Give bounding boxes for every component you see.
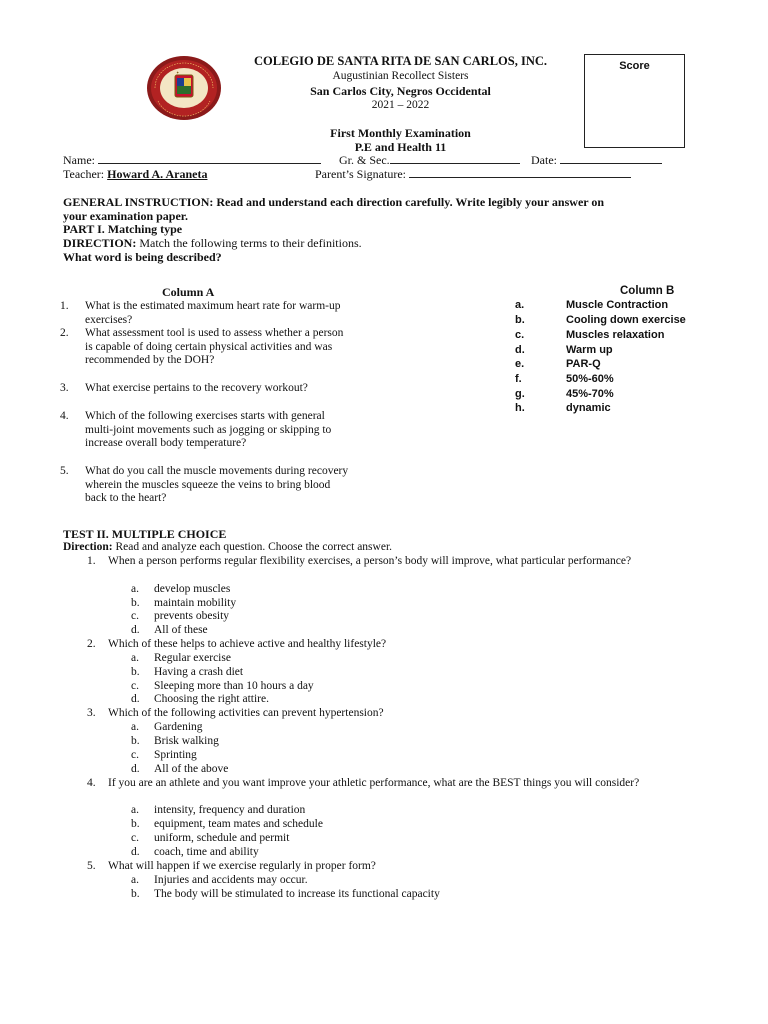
mcq-option: b. Having a crash diet bbox=[131, 666, 244, 678]
test2-direction-label: Direction: bbox=[63, 541, 113, 553]
part1-direction bbox=[63, 236, 362, 251]
grade-field bbox=[339, 153, 520, 168]
teacher-label: Teacher: bbox=[63, 167, 105, 181]
general-instruction: GENERAL INSTRUCTION: Read and understand each direction carefully. Write legibly your answer on bbox=[63, 195, 605, 209]
part1-prompt: What word is being described? bbox=[63, 250, 222, 264]
mcq-option: c. Sleeping more than 10 hours a day bbox=[131, 680, 314, 692]
teacher-name: Howard A. Araneta bbox=[107, 167, 208, 181]
mcq-option: a. Injuries and accidents may occur. bbox=[131, 874, 308, 886]
mcq-option: d. Choosing the right attire. bbox=[131, 693, 269, 705]
parent-signature-blank[interactable] bbox=[409, 167, 631, 178]
school-seal-logo bbox=[146, 55, 222, 121]
column-b-item: b. Cooling down exercise bbox=[515, 314, 686, 326]
test2-direction bbox=[63, 541, 392, 553]
name-blank[interactable] bbox=[98, 153, 321, 164]
mcq-option: a. intensity, frequency and duration bbox=[131, 804, 306, 816]
column-b-item: f. 50%-60% bbox=[515, 373, 614, 385]
mcq-option: b. equipment, team mates and schedule bbox=[131, 818, 323, 830]
mcq-option: c. uniform, schedule and permit bbox=[131, 832, 290, 844]
column-b-item: e. PAR-Q bbox=[515, 358, 601, 370]
exam-title: First Monthly Examination bbox=[330, 126, 471, 140]
teacher-field bbox=[63, 167, 231, 182]
grade-label: Gr. & Sec. bbox=[339, 153, 390, 167]
date-label: Date: bbox=[531, 153, 557, 167]
mcq-option: c. prevents obesity bbox=[131, 610, 230, 622]
score-box[interactable] bbox=[584, 54, 685, 148]
school-year: 2021 – 2022 bbox=[371, 99, 430, 111]
score-label: Score bbox=[619, 60, 650, 72]
column-b-title: Column B bbox=[620, 285, 675, 297]
general-instruction-cont: your examination paper. bbox=[63, 209, 189, 223]
date-field bbox=[531, 153, 662, 168]
grade-blank[interactable] bbox=[390, 153, 520, 164]
school-location: San Carlos City, Negros Occidental bbox=[310, 84, 491, 98]
exam-subject: P.E and Health 11 bbox=[354, 140, 447, 154]
column-b-item: g. 45%-70% bbox=[515, 388, 614, 400]
mcq-option: a. Regular exercise bbox=[131, 652, 231, 664]
part1-title: PART I. Matching type bbox=[63, 222, 183, 236]
name-label: Name: bbox=[63, 153, 95, 167]
mcq-option: d. All of the above bbox=[131, 763, 229, 775]
school-order: Augustinian Recollect Sisters bbox=[332, 70, 469, 82]
name-field bbox=[63, 153, 321, 168]
column-a-title: Column A bbox=[162, 285, 215, 299]
direction-label: DIRECTION: bbox=[63, 236, 137, 250]
column-b-item: h. dynamic bbox=[515, 402, 611, 414]
school-name: COLEGIO DE SANTA RITA DE SAN CARLOS, INC. bbox=[254, 54, 547, 68]
mcq-option: a. Gardening bbox=[131, 721, 203, 733]
test2-direction-text: Read and analyze each question. Choose the correct answer. bbox=[112, 541, 393, 553]
column-b-item: c. Muscles relaxation bbox=[515, 329, 665, 341]
test2-title: TEST II. MULTIPLE CHOICE bbox=[63, 527, 227, 541]
parent-signature-label: Parent’s Signature: bbox=[315, 167, 406, 181]
parent-signature-field bbox=[315, 167, 631, 182]
mcq-option: b. The body will be stimulated to increase its functional capacity bbox=[131, 888, 440, 900]
mcq-option: a. develop muscles bbox=[131, 583, 231, 595]
mcq-option: b. maintain mobility bbox=[131, 597, 237, 609]
date-blank[interactable] bbox=[560, 153, 662, 164]
direction-text: Match the following terms to their definitions. bbox=[136, 236, 362, 250]
mcq-option: d. All of these bbox=[131, 624, 208, 636]
column-b-item: a. Muscle Contraction bbox=[515, 299, 669, 311]
mcq-option: d. coach, time and ability bbox=[131, 846, 259, 858]
svg-text:✦: ✦ bbox=[176, 70, 180, 75]
mcq-option: c. Sprinting bbox=[131, 749, 197, 761]
mcq-option: b. Brisk walking bbox=[131, 735, 219, 747]
column-b-item: d. Warm up bbox=[515, 344, 613, 356]
